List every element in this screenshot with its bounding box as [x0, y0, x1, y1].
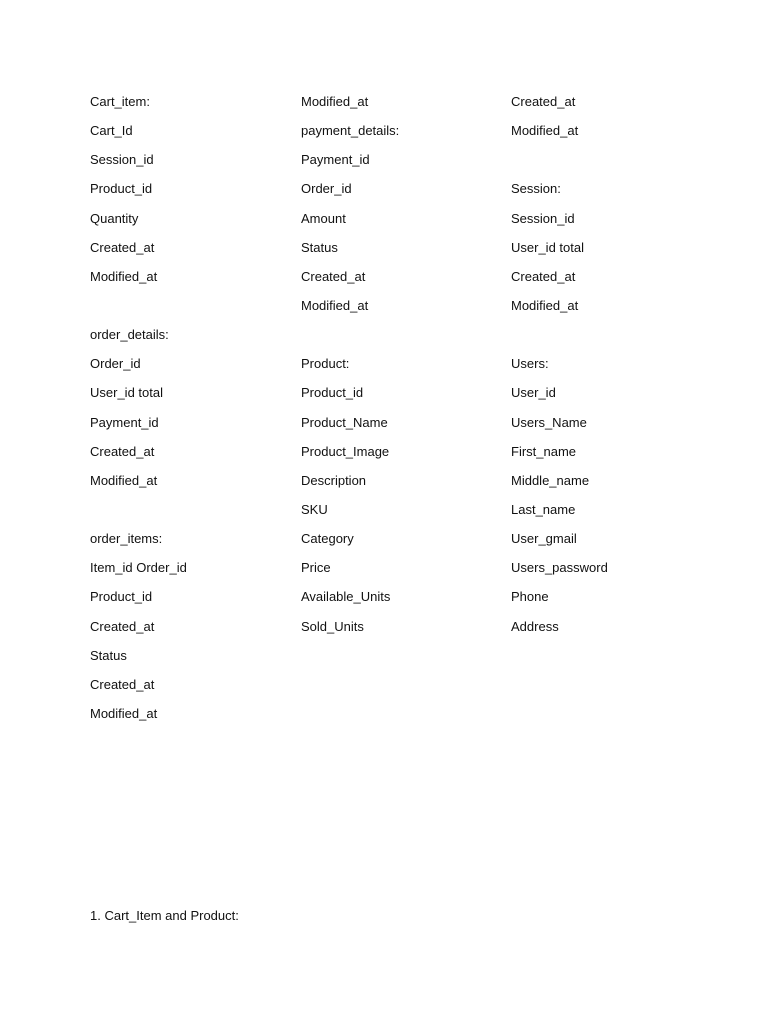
field-line: Modified_at [90, 705, 158, 721]
field-line: Modified_at [511, 297, 579, 313]
field-line: Sold_Units [301, 618, 364, 634]
field-line: Order_id [90, 356, 141, 372]
field-line: Amount [301, 210, 346, 226]
field-line: Payment_id [90, 414, 159, 430]
field-line: User_gmail [511, 531, 577, 547]
field-line: Product_id [90, 589, 153, 605]
field-line: Category [301, 531, 354, 547]
field-line: Users: [511, 356, 549, 372]
field-line: Item_id Order_id [90, 560, 187, 576]
field-line: Product: [301, 356, 350, 372]
field-line: Created_at [90, 239, 155, 255]
field-line: Created_at [301, 268, 366, 284]
field-line: Modified_at [511, 123, 579, 139]
field-line: Cart_Id [90, 123, 133, 139]
field-line: order_details: [90, 327, 169, 343]
field-line: Users_Name [511, 414, 587, 430]
field-line: User_id [511, 385, 556, 401]
field-line: payment_details: [301, 123, 400, 139]
field-line: Created_at [90, 443, 155, 459]
field-line: Product_Name [301, 414, 388, 430]
field-line: Cart_item: [90, 94, 150, 109]
column-right [511, 92, 711, 646]
field-line [301, 325, 501, 354]
field-line: Quantity [90, 210, 139, 226]
field-line: Users_password [511, 560, 608, 576]
field-line [511, 150, 711, 179]
field-line [511, 325, 711, 354]
field-line: SKU [301, 501, 328, 517]
field-line: Created_at [90, 618, 155, 634]
field-line: Address [511, 618, 559, 634]
field-line [90, 296, 290, 325]
field-line: Status [90, 647, 127, 663]
column-middle [301, 92, 501, 646]
field-line: User_id total [90, 385, 163, 401]
field-line: order_items: [90, 531, 163, 547]
field-line: Product_id [301, 385, 364, 401]
field-line: Modified_at [90, 472, 158, 488]
field-line: Price [301, 560, 331, 576]
column-left [90, 92, 290, 733]
field-line: Product_id [90, 181, 153, 197]
field-line [90, 500, 290, 529]
field-line: Last_name [511, 501, 576, 517]
field-line: Modified_at [301, 94, 369, 109]
field-line: User_id total [511, 239, 584, 255]
field-line: Created_at [90, 676, 155, 692]
section-heading: 1. Cart_Item and Product: [90, 908, 239, 923]
field-line: Status [301, 239, 338, 255]
field-line: Order_id [301, 181, 352, 197]
field-line: Product_Image [301, 443, 390, 459]
field-line: Phone [511, 589, 549, 605]
field-line: Created_at [511, 94, 576, 109]
field-line: First_name [511, 443, 577, 459]
field-line: Middle_name [511, 472, 590, 488]
field-line: Created_at [511, 268, 576, 284]
field-line: Modified_at [301, 297, 369, 313]
field-line: Modified_at [90, 268, 158, 284]
field-line: Payment_id [301, 152, 370, 168]
field-line: Session_id [511, 210, 575, 226]
field-line: Available_Units [301, 589, 391, 605]
field-line: Session: [511, 181, 561, 197]
field-line: Description [301, 472, 367, 488]
field-line: Session_id [90, 152, 154, 168]
